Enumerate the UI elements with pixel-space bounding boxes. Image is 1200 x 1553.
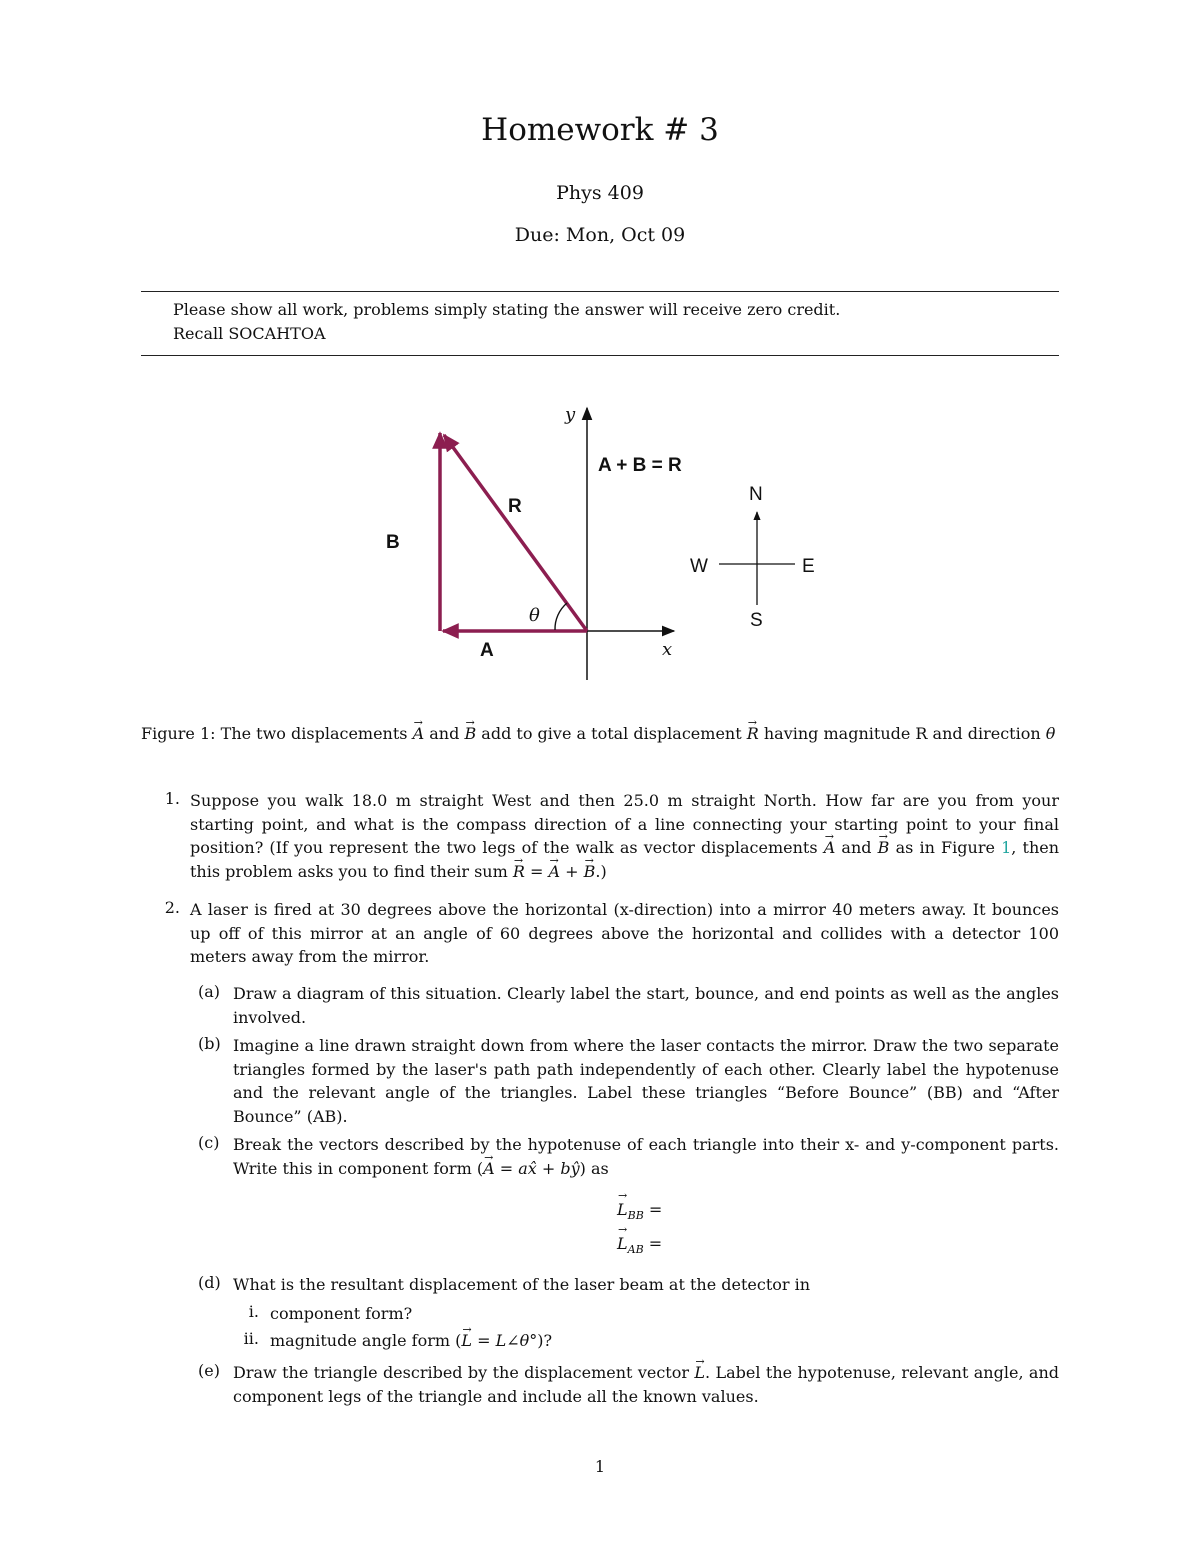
part-a-label: (a) [198, 982, 221, 1001]
vector-a-label: A [480, 640, 494, 661]
theta-arc [555, 603, 567, 630]
caption-vector-a: → A [413, 722, 425, 746]
compass-south: S [750, 610, 763, 631]
p1-eq-a: → A [549, 860, 561, 884]
equation-l-bb [617, 1200, 662, 1222]
vector-r-label: R [508, 496, 522, 517]
part-c-component-form: = ax̂ + bŷ [499, 1158, 580, 1178]
x-axis-label: x [662, 639, 673, 660]
p1-eq-sign: = [530, 861, 544, 881]
part-c-label: (c) [198, 1133, 220, 1152]
page-number: 1 [594, 1457, 606, 1476]
problem-1-text [190, 789, 1059, 883]
part-d-ii-form: = L∠θ° [477, 1331, 538, 1350]
part-d-i-label: i. [248, 1302, 259, 1321]
l-bb-vector: → L [617, 1200, 628, 1219]
part-d-ii-label: ii. [243, 1329, 259, 1348]
p1-vector-a: → A [824, 836, 836, 860]
problem-2-number: 2. [164, 898, 180, 917]
y-axis-label: y [565, 404, 576, 425]
part-d-ii-text-2: )? [537, 1331, 553, 1350]
part-d-ii-vector-l: → L [461, 1329, 472, 1353]
sum-equation: A + B = R [598, 455, 682, 476]
part-d-i-text: component form? [270, 1304, 413, 1323]
l-ab-equals: = [648, 1234, 663, 1253]
part-d-ii-text [270, 1329, 552, 1353]
figure-1-link[interactable]: 1 [1001, 838, 1012, 857]
part-c-text-1: Break the vectors described by the hypotenuse of each triangle into their x- and y-component parts. Write this in component form ( [233, 1135, 1059, 1178]
top-rule [141, 291, 1059, 292]
due-date: Due: Mon, Oct 09 [514, 224, 686, 246]
part-b-label: (b) [198, 1034, 221, 1053]
socahtoa-note: Recall SOCAHTOA [173, 324, 326, 343]
caption-label: Figure 1: [141, 724, 216, 743]
compass-north: N [749, 484, 763, 505]
problem-2-text: A laser is fired at 30 degrees above the horizontal (x-direction) into a mirror 40 meters away. It bounces up off of this mirror at an angle of 60 degrees above the horizontal and collides with a detector 100 meters away from the mirror. [190, 900, 1059, 966]
vector-r-arrow [444, 435, 587, 631]
caption-theta: θ [1045, 724, 1056, 743]
p1-vector-b: → B [878, 836, 890, 860]
compass-east: E [802, 556, 815, 577]
bottom-rule [141, 355, 1059, 356]
l-bb-subscript: BB [627, 1209, 644, 1223]
vector-addition-figure [340, 395, 860, 695]
part-c-text-2: ) as [579, 1158, 609, 1178]
part-d-text: What is the resultant displacement of the laser beam at the detector in [233, 1275, 811, 1294]
document-title: Homework # 3 [481, 112, 719, 148]
problem-1-number: 1. [164, 789, 180, 808]
caption-and: and [429, 724, 460, 743]
p1-eq-r: → R [513, 860, 525, 884]
p1-text-4: .) [595, 861, 607, 881]
caption-vector-r: → R [747, 722, 759, 746]
p1-text-2: as in Figure [895, 838, 995, 857]
part-c-text [233, 1133, 1059, 1180]
l-ab-subscript: AB [627, 1243, 644, 1257]
theta-label: θ [529, 605, 540, 626]
course-name: Phys 409 [556, 182, 644, 204]
part-e-vector-l: → L [694, 1361, 705, 1385]
part-a-text: Draw a diagram of this situation. Clearly label the start, bounce, and end points as well as the angles involved. [233, 984, 1059, 1027]
part-d-label: (d) [198, 1273, 221, 1292]
part-d-ii-text-1: magnitude angle form ( [270, 1331, 462, 1350]
caption-vector-b: → B [464, 722, 476, 746]
p1-text: Suppose you walk 18.0 m straight West and then 25.0 m straight North. How far are you from your starting point, and what is the compass direction of a line connecting your starting point to your final position? (If you represent the two legs of the walk as vector displacements [190, 791, 1059, 857]
part-b-text: Imagine a line drawn straight down from where the laser contacts the mirror. Draw the two separate triangles formed by the laser's path path independently of each other. Clearly label the hypotenuse and the relevant angle of the triangles. Label these triangles “Before Bounce” (BB) and “After Bounce” (AB). [233, 1036, 1059, 1126]
caption-text-3: having magnitude R and direction [763, 724, 1041, 743]
p1-and: and [841, 838, 872, 857]
part-e-text-1: Draw the triangle described by the displacement vector [233, 1363, 690, 1382]
caption-text-2: add to give a total displacement [481, 724, 742, 743]
part-e-label: (e) [198, 1361, 220, 1380]
p1-eq-b: → B [584, 860, 596, 884]
l-bb-equals: = [648, 1200, 663, 1219]
p1-eq-plus: + [565, 861, 579, 881]
instruction-note: Please show all work, problems simply stating the answer will receive zero credit. [173, 300, 841, 319]
vector-b-label: B [386, 532, 400, 553]
l-ab-vector: → L [617, 1234, 628, 1253]
p1-text-3: , then this problem asks you to find their sum [190, 838, 1060, 881]
part-c-vector-a: → A [483, 1157, 495, 1181]
figure-caption [141, 722, 1059, 746]
part-e-text [233, 1361, 1059, 1408]
equation-l-ab [617, 1234, 662, 1256]
compass-west: W [690, 556, 708, 577]
caption-text: The two displacements [220, 724, 408, 743]
part-e-text-2: . Label the hypotenuse, relevant angle, and component legs of the triangle and include all the known values. [233, 1363, 1059, 1406]
